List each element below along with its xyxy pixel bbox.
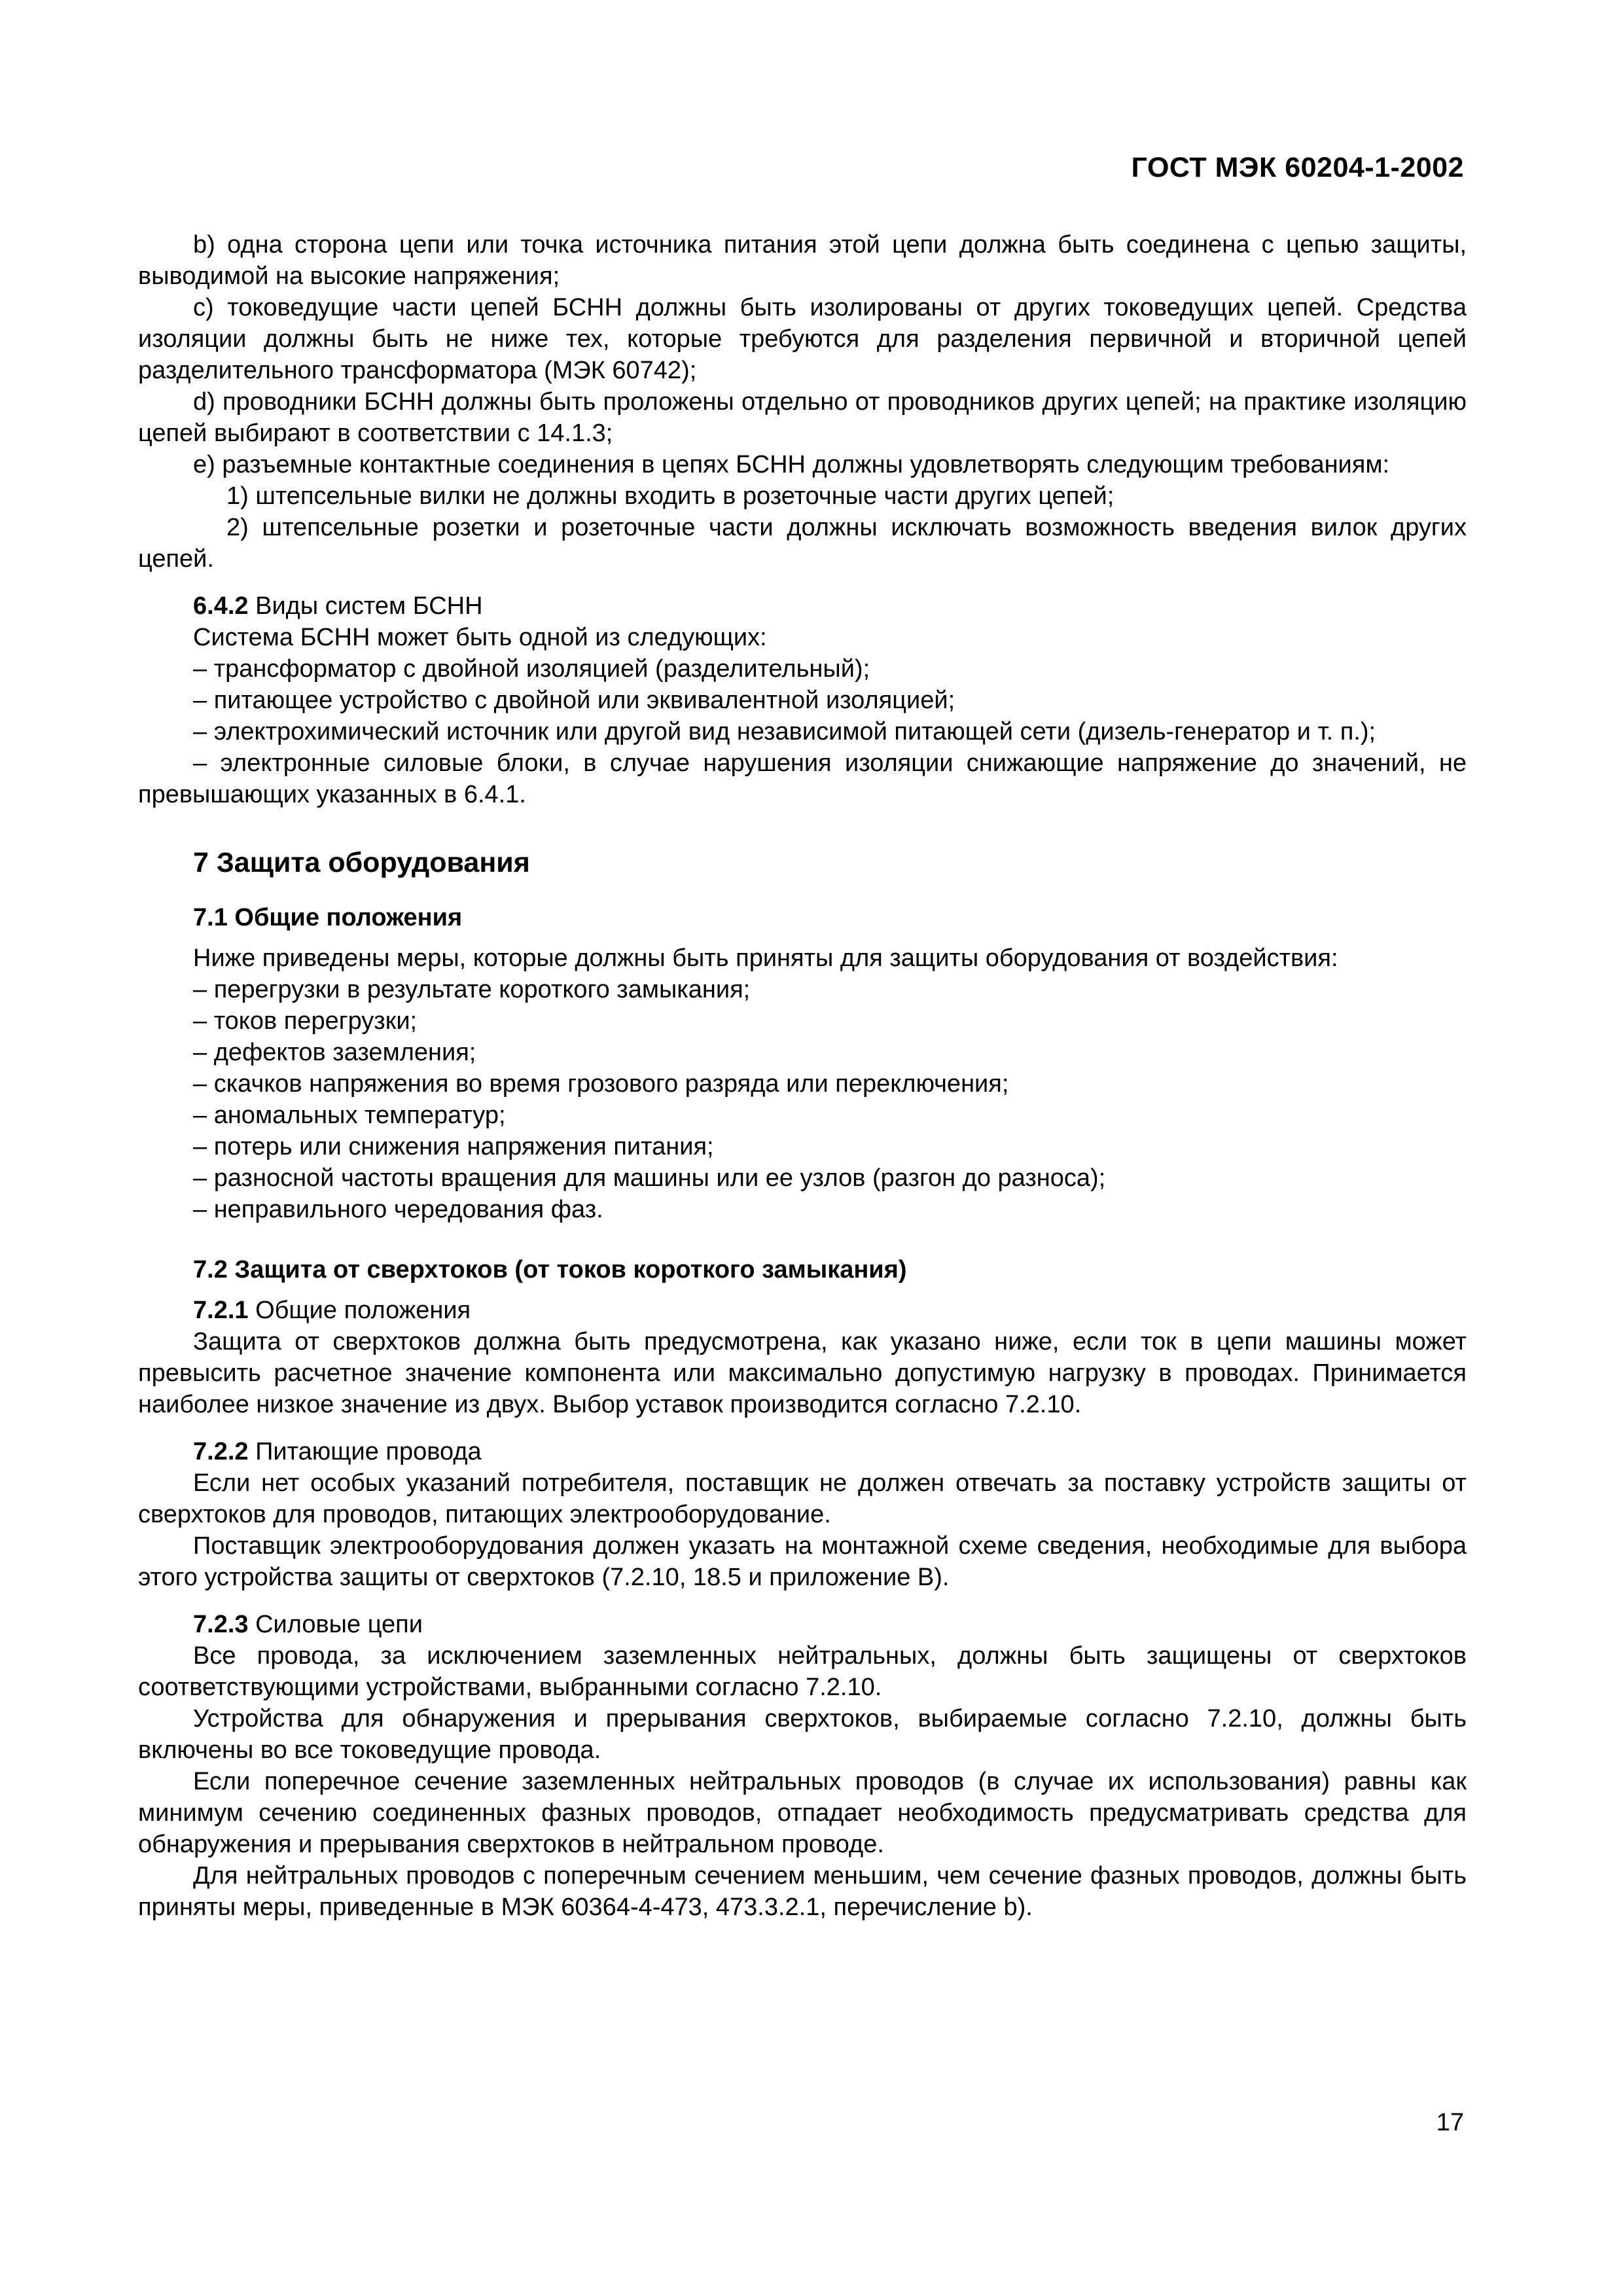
clause-title: Виды систем БСНН bbox=[255, 592, 483, 620]
list-item: – неправильного чередования фаз. bbox=[193, 1196, 603, 1223]
list-item: – перегрузки в результате короткого замыкания; bbox=[193, 976, 751, 1003]
list-item-c: c) токоведущие части цепей БСНН должны быть изолированы от других токоведущих цепей. Средства изоляции должны быть не ниже тех, которые требуются для разделения первичной и вторичной цепей разделительного трансформатора (МЭК 60742); bbox=[138, 294, 1467, 384]
clause-7-2-1-heading bbox=[138, 1295, 1467, 1326]
document-body bbox=[138, 229, 1467, 1923]
paragraph: Устройства для обнаружения и прерывания сверхтоков, выбираемые согласно 7.2.10, должны быть включены во все токоведущие провода. bbox=[138, 1705, 1467, 1764]
paragraph: Если нет особых указаний потребителя, поставщик не должен отвечать за поставку устройств защиты от сверхтоков для проводов, питающих электрооборудование. bbox=[138, 1469, 1467, 1528]
page-number: 17 bbox=[1436, 2109, 1464, 2136]
list-item: – дефектов заземления; bbox=[193, 1039, 476, 1066]
paragraph: Для нейтральных проводов с поперечным сечением меньшим, чем сечение фазных проводов, должны быть приняты меры, приведенные в МЭК 60364-4-473, 473.3.2.1, перечисление b). bbox=[138, 1862, 1467, 1921]
list-item: – электрохимический источник или другой вид независимой питающей сети (дизель-генератор и т. п.); bbox=[193, 718, 1376, 745]
clause-number: 6.4.2 bbox=[193, 592, 249, 620]
paragraph: Защита от сверхтоков должна быть предусмотрена, как указано ниже, если ток в цепи машины может превысить расчетное значение компонента или максимально допустимую нагрузку в проводах. Принимается наиболее низкое значение из двух. Выбор уставок производится согласно 7.2.10. bbox=[138, 1328, 1467, 1418]
list-item: – питающее устройство с двойной или эквивалентной изоляцией; bbox=[193, 687, 955, 714]
sub-item-1: 1) штепсельные вилки не должны входить в розеточные части других цепей; bbox=[226, 482, 1115, 510]
section-7-1-heading: 7.1 Общие положения bbox=[193, 904, 463, 931]
paragraph: Поставщик электрооборудования должен указать на монтажной схеме сведения, необходимые для выбора этого устройства защиты от сверхтоков (7.2.10, 18.5 и приложение В). bbox=[138, 1532, 1467, 1591]
sub-item-2: 2) штепсельные розетки и розеточные части должны исключать возможность введения вилок других цепей. bbox=[138, 514, 1467, 573]
paragraph: Все провода, за исключением заземленных нейтральных, должны быть защищены от сверхтоков соответствующими устройствами, выбранными согласно 7.2.10. bbox=[138, 1642, 1467, 1701]
list-item: – токов перегрузки; bbox=[193, 1007, 418, 1035]
clause-7-2-2-heading bbox=[138, 1436, 1467, 1467]
clause-6-4-2-intro: Система БСНН может быть одной из следующих: bbox=[193, 624, 767, 651]
section-7-1-intro: Ниже приведены меры, которые должны быть приняты для защиты оборудования от воздействия: bbox=[193, 944, 1338, 972]
clause-title: Общие положения bbox=[255, 1297, 471, 1324]
clause-title: Силовые цепи bbox=[255, 1611, 423, 1638]
clause-number: 7.2.2 bbox=[193, 1438, 249, 1465]
list-item-b: b) одна сторона цепи или точка источника питания этой цепи должна быть соединена с цепью защиты, выводимой на высокие напряжения; bbox=[138, 231, 1467, 290]
list-item-d: d) проводники БСНН должны быть проложены отдельно от проводников других цепей; на практике изоляцию цепей выбирают в соответствии с 14.1.3; bbox=[138, 388, 1467, 447]
list-item-e: e) разъемные контактные соединения в цепях БСНН должны удовлетворять следующим требованиям: bbox=[193, 451, 1390, 478]
section-7-heading: 7 Защита оборудования bbox=[193, 847, 530, 878]
list-item: – разносной частоты вращения для машины или ее узлов (разгон до разноса); bbox=[193, 1164, 1106, 1192]
section-7-2-heading: 7.2 Защита от сверхтоков (от токов короткого замыкания) bbox=[193, 1256, 907, 1283]
list-item: – трансформатор с двойной изоляцией (разделительный); bbox=[193, 655, 870, 683]
list-item: – электронные силовые блоки, в случае нарушения изоляции снижающие напряжение до значений, не превышающих указанных в 6.4.1. bbox=[138, 749, 1467, 808]
document-code-header: ГОСТ МЭК 60204-1-2002 bbox=[1131, 152, 1464, 183]
paragraph: Если поперечное сечение заземленных нейтральных проводов (в случае их использования) равны как минимум сечению соединенных фазных проводов, отпадает необходимость предусматривать средства для обнаружения и прерывания сверхтоков в нейтральном проводе. bbox=[138, 1768, 1467, 1858]
clause-6-4-2-heading bbox=[138, 590, 1467, 622]
clause-number: 7.2.1 bbox=[193, 1297, 249, 1324]
clause-title: Питающие провода bbox=[255, 1438, 482, 1465]
list-item: – потерь или снижения напряжения питания; bbox=[193, 1133, 714, 1160]
list-item: – скачков напряжения во время грозового разряда или переключения; bbox=[193, 1070, 1009, 1098]
list-item: – аномальных температур; bbox=[193, 1102, 506, 1129]
clause-7-2-3-heading bbox=[138, 1609, 1467, 1640]
clause-number: 7.2.3 bbox=[193, 1611, 249, 1638]
